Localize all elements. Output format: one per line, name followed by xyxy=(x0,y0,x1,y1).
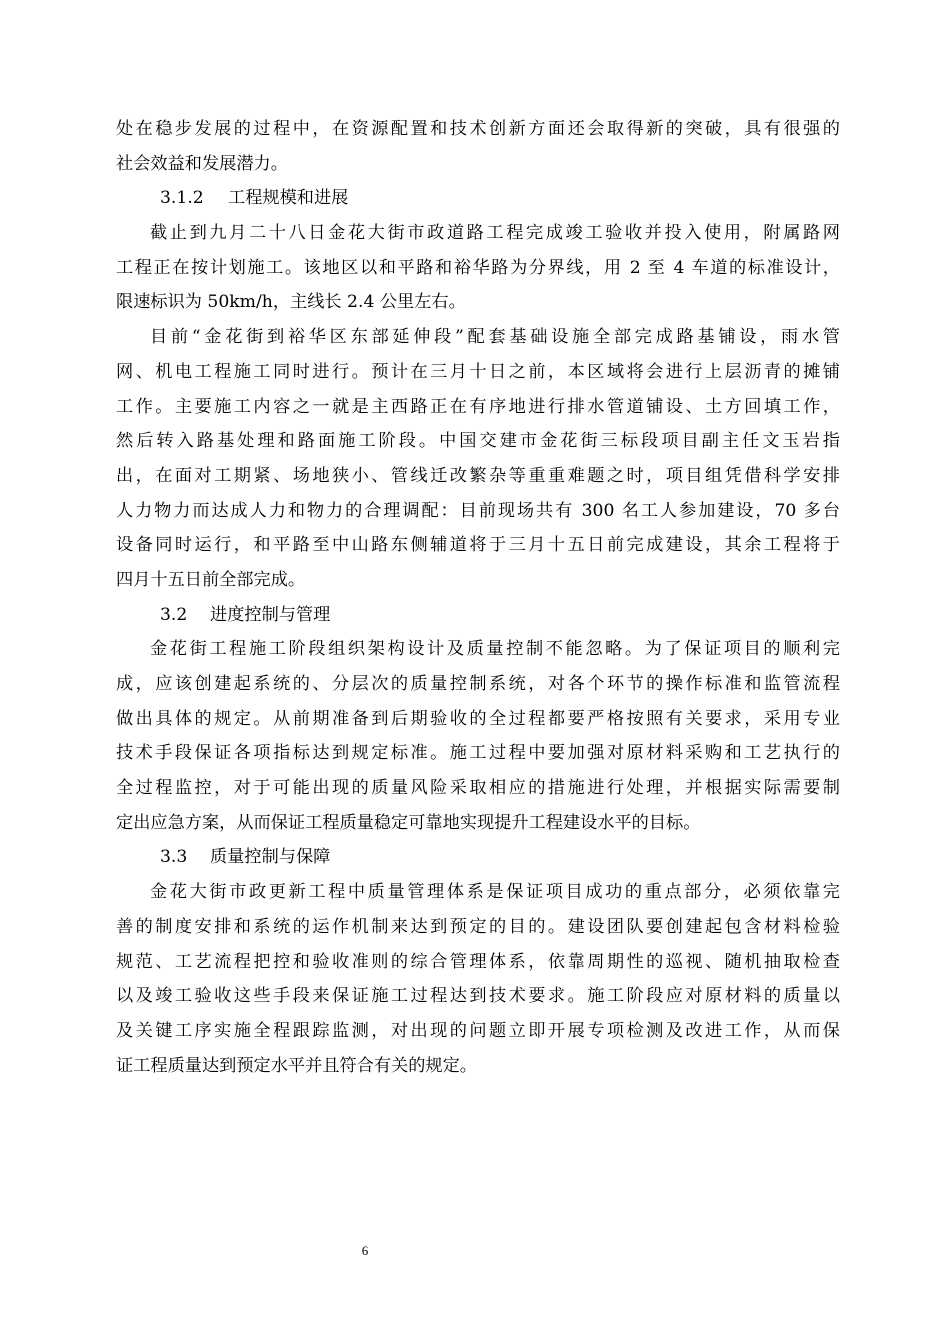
section-title: 工程规模和进展 xyxy=(228,188,349,209)
paragraph-line: 及关键工序实施全程跟踪监测，对出现的问题立即开展专项检测及改进工作，从而保 xyxy=(116,1020,840,1041)
paragraph-line: 证工程质量达到预定水平并且符合有关的规定。 xyxy=(116,1055,477,1076)
paragraph-line: 定出应急方案，从而保证工程质量稳定可靠地实现提升工程建设水平的目标。 xyxy=(116,812,701,833)
section-number: 3.1.2 xyxy=(160,188,204,209)
paragraph-line: 人力物力而达成人力和物力的合理调配：目前现场共有 300 名工人参加建设，70 多台 xyxy=(116,500,840,521)
section-number: 3.3 xyxy=(160,847,188,868)
paragraph-line: 四月十五日前全部完成。 xyxy=(116,569,306,590)
page-number: 6 xyxy=(361,1243,369,1258)
paragraph-line: 设备同时运行，和平路至中山路东侧辅道将于三月十五日前完成建设，其余工程将于 xyxy=(116,535,840,556)
paragraph-line: 技术手段保证各项指标达到规定标准。施工过程中要加强对原材料采购和工艺执行的 xyxy=(116,743,840,764)
paragraph-line: 金花街工程施工阶段组织架构设计及质量控制不能忽略。为了保证项目的顺利完 xyxy=(150,639,840,660)
section-heading-3-1-2 xyxy=(116,181,840,216)
section-title: 进度控制与管理 xyxy=(210,604,331,625)
paragraph-line: 限速标识为 50km/h，主线长 2.4 公里左右。 xyxy=(116,292,466,313)
paragraph-line: 截止到九月二十八日金花大街市政道路工程完成竣工验收并投入使用，附属路网 xyxy=(150,223,840,244)
paragraph-line: 工作。主要施工内容之一就是主西路正在有序地进行排水管道铺设、土方回填工作， xyxy=(116,396,840,417)
paragraph-line: 然后转入路基处理和路面施工阶段。中国交建市金花街三标段项目副主任文玉岩指 xyxy=(116,431,840,452)
paragraph-line: 目前“金花街到裕华区东部延伸段”配套基础设施全部完成路基铺设，雨水管 xyxy=(150,327,840,348)
paragraph-line: 处在稳步发展的过程中，在资源配置和技术创新方面还会取得新的突破，具有很强的 xyxy=(116,119,840,139)
paragraph-line: 全过程监控，对于可能出现的质量风险采取相应的措施进行处理，并根据实际需要制 xyxy=(116,778,840,799)
section-heading-3-2 xyxy=(116,598,840,633)
section-number: 3.2 xyxy=(160,604,188,625)
document-body xyxy=(116,112,840,1083)
paragraph-line: 善的制度安排和系统的运作机制来达到预定的目的。建设团队要创建起包含材料检验 xyxy=(116,916,840,937)
section-heading-3-3 xyxy=(116,840,840,875)
paragraph-line: 以及竣工验收这些手段来保证施工过程达到技术要求。施工阶段应对原材料的质量以 xyxy=(116,986,840,1007)
paragraph-line: 工程正在按计划施工。该地区以和平路和裕华路为分界线，用 2 至 4 车道的标准设计， xyxy=(116,257,840,278)
paragraph-line: 成，应该创建起系统的、分层次的质量控制系统，对各个环节的操作标准和监管流程 xyxy=(116,674,840,694)
paragraph-line: 社会效益和发展潜力。 xyxy=(116,153,288,174)
paragraph-line: 金花大街市政更新工程中质量管理体系是保证项目成功的重点部分，必须依靠完 xyxy=(150,882,840,903)
paragraph-line: 网、机电工程施工同时进行。预计在三月十日之前，本区域将会进行上层沥青的摊铺 xyxy=(116,361,840,382)
paragraph-line: 规范、工艺流程把控和验收准则的综合管理体系，依靠周期性的巡视、随机抽取检查 xyxy=(116,951,840,972)
paragraph-line: 做出具体的规定。从前期准备到后期验收的全过程都要严格按照有关要求，采用专业 xyxy=(116,708,840,729)
section-title: 质量控制与保障 xyxy=(210,847,331,868)
paragraph-line: 出，在面对工期紧、场地狭小、管线迁改繁杂等重重难题之时，项目组凭借科学安排 xyxy=(116,465,840,486)
